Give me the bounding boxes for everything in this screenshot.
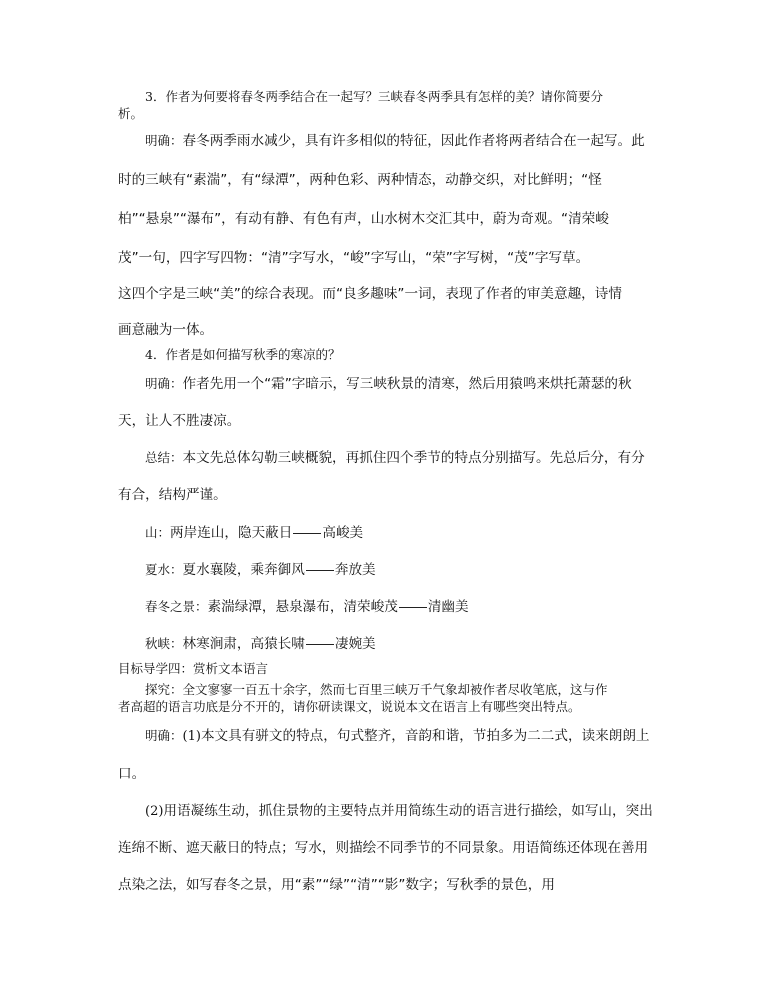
item-number: (1) [182,729,201,744]
answer-3-line [145,133,645,149]
answer-5-line: 点染之法，如写春冬之景，用“素”“绿”“清”“影”数字；写秋季的景色，用 [118,877,555,893]
explore-line: 探究：全文寥寥一百五十余字，然而七百里三峡万千气象却被作者尽收笔底，这与作 [145,682,608,697]
answer-text: 春冬两季雨水减少，具有许多相似的特征，因此作者将两者结合在一起写。此 [182,133,645,149]
answer-text: 作者先用一个“霜”字暗示，写三峡秋景的清寒，然后用猿鸣来烘托萧瑟的秋 [182,376,632,392]
outline-result: 奔放美 [334,562,376,578]
outline-item [145,562,376,578]
outline-label: 夏水： [145,562,183,577]
answer-5-line: 口。 [118,766,146,782]
answer-label: 明确： [145,376,183,391]
summary-label: 总结： [145,450,183,465]
answer-5-line: 连绵不断、遮天蔽日的特点；写水，则描绘不同季节的不同景象。用语简练还体现在善用 [118,840,649,856]
outline-label: 春冬之景： [145,599,208,614]
question-3-line: 析。 [118,106,144,121]
outline-text: 夏水襄陵，乘奔御风 [182,562,305,578]
answer-text: 用语凝练生动，抓住景物的主要特点并用简练生动的语言进行描绘，如写山，突出 [163,803,653,819]
summary-text: 本文先总体勾勒三峡概貌，再抓住四个季节的特点分别描写。先总后分，有分 [182,450,645,466]
dash-line [306,570,334,571]
dash-line [399,607,427,608]
outline-result: 凄婉美 [334,636,376,652]
outline-result: 高峻美 [322,525,364,541]
explore-line: 者高超的语言功底是分不开的，请你研读课文，说说本文在语言上有哪些突出特点。 [118,699,581,714]
dash-line [293,533,321,534]
outline-label: 秋峡： [145,636,183,651]
dash-line [306,644,334,645]
outline-text: 两岸连山，隐天蔽日 [170,525,293,541]
answer-3-line: 这四个字是三峡“美”的综合表现。而“良多趣味”一词，表现了作者的审美意趣，诗情 [118,286,622,302]
answer-5-line [145,803,653,820]
section-heading: 目标导学四：赏析文本语言 [118,661,269,676]
item-number: (2) [145,804,164,819]
outline-result: 清幽美 [427,599,469,615]
question-4-line: 4．作者是如何描写秋季的寒凉的？ [145,347,341,362]
answer-label: 明确： [145,133,183,148]
answer-label: 明确： [145,728,183,743]
outline-text: 素湍绿潭，悬泉瀑布，清荣峻茂 [207,599,398,615]
summary-line [145,450,645,466]
answer-4-line: 天，让人不胜凄凉。 [118,413,241,429]
answer-text: 本文具有骈文的特点，句式整齐，音韵和谐，节拍多为二二式，读来朗朗上 [200,728,650,744]
answer-3-line: 柏”“悬泉”“瀑布”，有动有静、有色有声，山水树木交汇其中，蔚为奇观。“清荣峻 [118,211,609,227]
outline-item [145,525,363,541]
answer-3-line: 时的三峡有“素湍”，有“绿潭”，两种色彩、两种情态，动静交织，对比鲜明；“怪 [118,172,602,188]
answer-3-line: 画意融为一体。 [118,322,214,338]
summary-line: 有合，结构严谨。 [118,487,227,503]
outline-text: 林寒涧肃，高猿长啸 [182,636,305,652]
answer-4-line [145,376,632,392]
outline-label: 山： [145,525,171,540]
outline-item [145,636,376,652]
answer-5-line [145,728,650,745]
question-3-line: 3．作者为何要将春冬两季结合在一起写？三峡春冬两季具有怎样的美？请你简要分 [145,89,603,104]
answer-3-line: 茂”一句，四字写四物：“清”字写水，“峻”字写山，“荣”字写树，“茂”字写草。 [118,250,590,266]
outline-item [145,599,469,615]
